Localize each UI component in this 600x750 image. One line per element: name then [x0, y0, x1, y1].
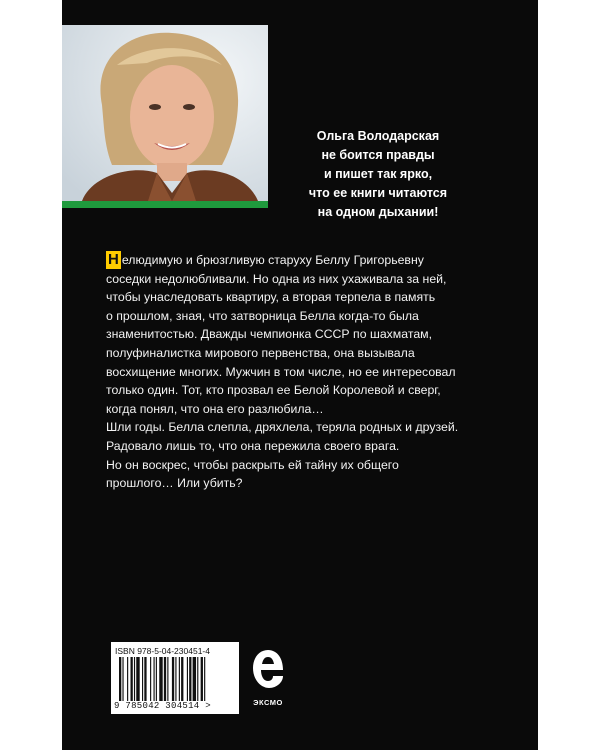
- barcode-bar: [144, 657, 146, 701]
- quote-line: не боится правды: [321, 148, 435, 162]
- barcode-bar: [136, 657, 139, 701]
- synopsis-line: только один. Тот, кто прозвал ее Белой Королевой и сверг,: [106, 383, 441, 398]
- barcode-bars: [119, 657, 231, 701]
- author-quote: [278, 127, 478, 222]
- barcode-bar: [142, 657, 143, 701]
- author-photo: [62, 25, 268, 201]
- synopsis-line: знаменитостью. Дважды чемпионка СССР по шахматам,: [106, 327, 433, 342]
- photo-accent-stripe: [62, 201, 268, 208]
- synopsis-line: Шли годы. Белла слепла, дряхлела, теряла родных и друзей.: [106, 420, 459, 435]
- synopsis-line: елюдимую и брюзгливую старуху Беллу Григорьевну: [121, 253, 424, 267]
- quote-line: что ее книги читаются: [308, 186, 448, 200]
- drop-cap-letter: Н: [108, 251, 119, 268]
- synopsis-line: о прошлом, зная, что затворница Белла когда-то была: [106, 308, 419, 323]
- quote-line: и пишет так ярко,: [323, 167, 433, 181]
- synopsis-first-line: [106, 251, 501, 270]
- barcode-digits: 9 785042 304514 >: [114, 701, 211, 711]
- synopsis-line: чтобы унаследовать квартиру, а вторая терпела в память: [106, 290, 436, 305]
- barcode-bar: [154, 657, 155, 701]
- synopsis-line: прошлого… Или убить?: [106, 476, 243, 491]
- synopsis-line: когда понял, что она его разлюбила…: [106, 401, 324, 416]
- barcode-panel: [111, 642, 239, 714]
- barcode-bar: [197, 657, 198, 701]
- barcode-bar: [134, 657, 135, 701]
- barcode-bar: [187, 657, 188, 701]
- barcode-bar: [189, 657, 191, 701]
- barcode-bar: [150, 657, 151, 701]
- barcode-bar: [159, 657, 162, 701]
- barcode-bar: [164, 657, 166, 701]
- synopsis-line: Но он воскрес, чтобы раскрыть ей тайну их общего: [106, 457, 399, 472]
- quote-line: Ольга Володарская: [316, 129, 440, 143]
- barcode-bar: [201, 657, 203, 701]
- synopsis-line: полуфиналистка мирового первенства, она вызывала: [106, 345, 415, 360]
- eksmo-logo-icon: [251, 648, 285, 692]
- barcode-bar: [122, 657, 123, 701]
- synopsis-line: Радовало лишь то, что она пережила своего врага.: [106, 438, 400, 453]
- barcode-bar: [181, 657, 183, 701]
- synopsis-line: восхищение многих. Мужчин в том числе, но ее интересовал: [106, 364, 456, 379]
- barcode-bar: [167, 657, 168, 701]
- barcode-bar: [193, 657, 196, 701]
- publisher-name: ЭКСМО: [253, 698, 283, 707]
- barcode-bar: [131, 657, 133, 701]
- barcode-bar: [204, 657, 205, 701]
- quote-line: на одном дыхании!: [317, 205, 439, 219]
- barcode-bar: [119, 657, 121, 701]
- synopsis-text: [106, 251, 501, 493]
- barcode-bar: [172, 657, 174, 701]
- barcode-bar: [175, 657, 176, 701]
- barcode-bar: [179, 657, 180, 701]
- publisher-logo: [248, 648, 288, 708]
- isbn-label: ISBN 978-5-04-230451-4: [115, 646, 210, 656]
- barcode-bar: [156, 657, 157, 701]
- barcode-bar: [127, 657, 128, 701]
- synopsis-line: соседки недолюбливали. Но одна из них ухаживала за ней,: [106, 271, 447, 286]
